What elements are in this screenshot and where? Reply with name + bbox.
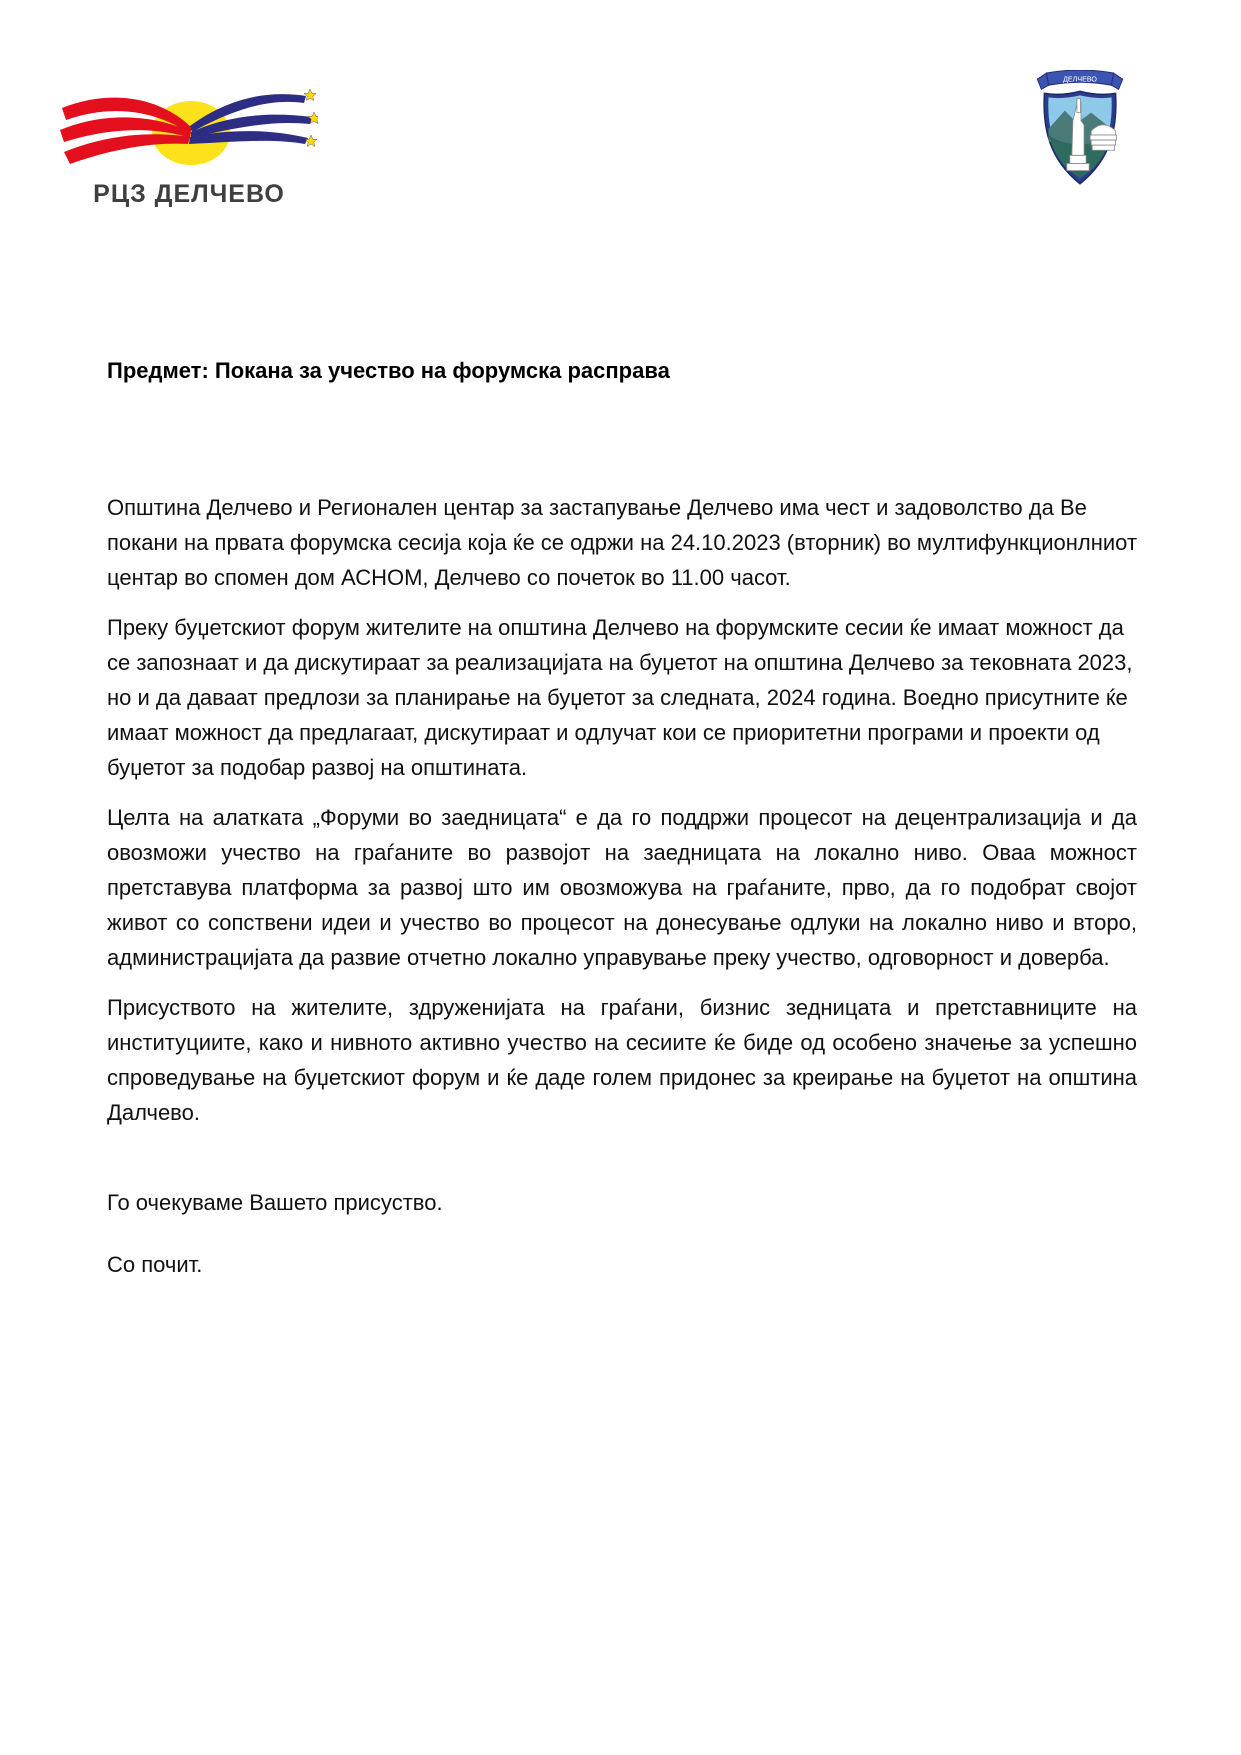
comet-swoosh-icon (60, 86, 318, 178)
municipality-coat-of-arms (1036, 70, 1124, 198)
rcz-logo-text: РЦЗ ДЕЛЧЕВО (93, 180, 285, 208)
dome-building-glyph (1090, 125, 1116, 150)
signoff-line: Со почит. (107, 1252, 203, 1277)
paragraph-attendance-importance: Присуството на жителите, здруженијата на граѓани, бизнис зедницата и претставниците на институциите, како и нивното активно учество на сесиите ќе биде од особено значење за успешно спроведување на буџетскиот форум и ќе даде голем придонес за креирање на буџетот на општина Далчево. (107, 995, 1137, 1125)
letter-body (107, 353, 1137, 1282)
coat-of-arms-icon (1036, 70, 1124, 198)
paragraph-invitation: Општина Делчево и Регионален центар за застапување Делчево има чест и задоволство да Ве покани на првата форумска сесија која ќе се одржи на 24.10.2023 (вторник) во мултифункционлниот центар во спомен дом АСНОМ, Делчево со почеток во 11.00 часот. (107, 495, 1138, 590)
rcz-delchevo-logo (60, 86, 322, 209)
closing-line: Го очекуваме Вашето присуство. (107, 1190, 443, 1215)
coat-of-arms-banner-text: ДЕЛЧЕВО (1063, 75, 1097, 84)
paragraph-budget-forum: Преку буџетскиот форум жителите на општина Делчево на форумските сесии ќе имаат можност да се запознаат и да дискутираат за реализацијата на буџетот на општина Делчево за тековната 2023, но и да даваат предлози за планирање на буџетот за следната, 2024 година. Воедно присутните ќе имаат можност да предлагаат, дискутираат и одлучат кои се приоритетни програми и проекти од буџетот за подобар развој на општината. (107, 615, 1133, 780)
paragraph-community-forums: Целта на алатката „Форуми во заедницата“ е да го поддржи процесот на децентрализација и да овозможи учество на граѓаните во развојот на заедницата на локално ниво. Оваа можност претставува платформа за развој што им овозможува на граѓаните, прво, да го подобрат својот живот со сопствени идеи и учество во процесот на донесување одлуки на локално ниво и второ, администрацијата да развие отчетно локално управување преку учество, одговорност и доверба. (107, 805, 1137, 970)
subject-line: Предмет: Покана за учество на форумска расправа (107, 358, 670, 383)
